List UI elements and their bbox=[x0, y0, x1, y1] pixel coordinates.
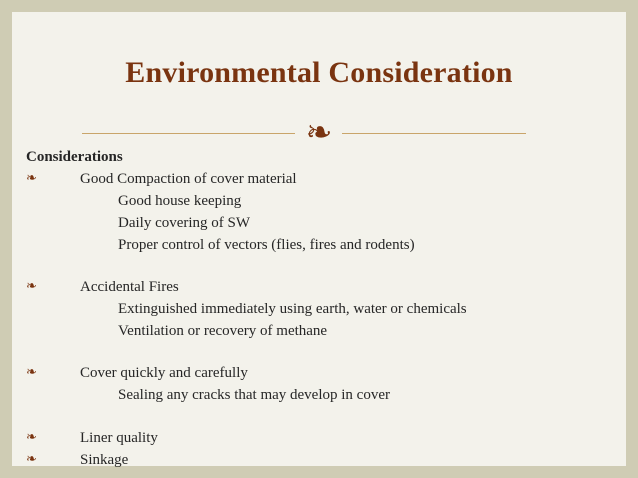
bullet-label: Liner quality bbox=[80, 430, 158, 446]
bullet-label: Accidental Fires bbox=[80, 279, 179, 295]
bullet-label: Sinkage bbox=[80, 452, 129, 468]
title-rule-left bbox=[82, 133, 295, 134]
bullet-icon: ❧ bbox=[26, 279, 37, 294]
slide-title: Environmental Consideration bbox=[125, 56, 513, 89]
bullet-icon: ❧ bbox=[26, 430, 37, 445]
bullet-label: Cover quickly and carefully bbox=[80, 365, 248, 381]
title-rule-right bbox=[342, 133, 526, 134]
fleur-ornament-icon: ❧ bbox=[305, 113, 333, 151]
considerations-heading: Considerations bbox=[26, 149, 123, 165]
bullet-icon: ❧ bbox=[26, 452, 37, 467]
bullet-icon: ❧ bbox=[26, 171, 37, 186]
bullet-label: Good Compaction of cover material bbox=[80, 171, 297, 187]
bullet-icon: ❧ bbox=[26, 365, 37, 380]
